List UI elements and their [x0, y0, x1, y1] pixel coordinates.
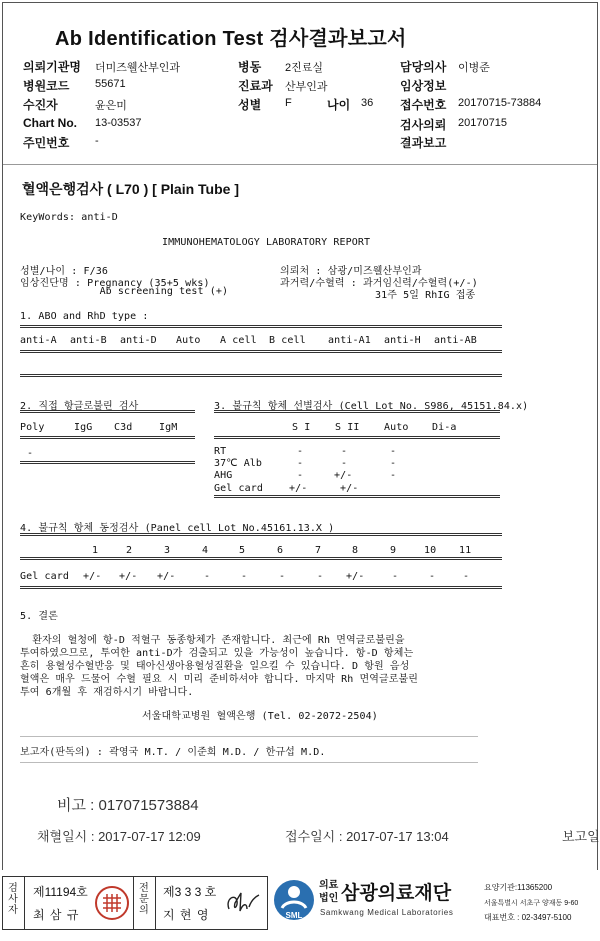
s3-title: 3. 불규칙 항체 선별검사 (Cell Lot No. S986, 45151.84.x)	[214, 401, 529, 412]
org-type-1: 의료	[319, 880, 339, 891]
specialist-signature-icon	[223, 887, 263, 917]
s3-h-s1: S I	[292, 422, 311, 433]
sex-label: 성별	[238, 98, 262, 112]
section-title: 혈액은행검사 ( L70 ) [ Plain Tube ]	[22, 181, 240, 197]
remark: 비고 : 017071573884	[57, 797, 199, 814]
s3-h-s2: S II	[335, 422, 360, 433]
panel-cell-number: 1	[92, 545, 99, 556]
conclusion-line-4: 혈액은 매우 드물어 수혈 필요 시 미리 준비하셔야 합니다. 마지막 Rh 면역글로불린	[20, 674, 419, 685]
hospital-code-label: 병원코드	[23, 79, 70, 93]
s2-value: -	[27, 448, 34, 459]
inspector-name: 최 삼 규	[33, 908, 80, 922]
sex-value: F	[285, 97, 292, 109]
s4-title: 4. 불규칙 항체 동정검사 (Panel cell Lot No.45161.13.X )	[20, 523, 335, 534]
doctor-value: 이병준	[458, 62, 490, 74]
conclusion-line-5: 투여 6개월 후 재검하시기 바랍니다.	[20, 687, 194, 698]
s3-row-ahg-auto: -	[390, 470, 397, 481]
conclusion-line-2: 투여하였으므로, 투여한 anti-D가 검출되고 있을 가능성이 높습니다. 항-D 항체는	[20, 648, 414, 659]
specialist-label: 전문의	[139, 883, 149, 916]
collect-datetime: 채혈일시 : 2017-07-17 12:09	[37, 829, 201, 844]
s1-bottom-rule	[20, 374, 502, 377]
s2-h-igg: IgG	[74, 422, 93, 433]
signature-box	[2, 876, 268, 930]
result-report-label: 결과보고	[400, 136, 447, 150]
panel-cell-number: 7	[315, 545, 322, 556]
org-type-2: 법인	[319, 893, 339, 904]
panel-cell-number: 3	[164, 545, 171, 556]
info-screening: Ab screening test (+)	[20, 286, 229, 297]
s1-h-anti-a1: anti-A1	[328, 335, 371, 346]
panel-cell-result: -	[317, 571, 324, 582]
info-requester: 의뢰처 : 삼광/미즈웰산부인과	[280, 266, 422, 277]
s3-mid-rule	[214, 436, 500, 439]
s3-row-ahg-label: AHG	[214, 470, 233, 481]
reporter: 보고자(판독의) : 곽영국 M.T. / 이준희 M.D. / 한규섭 M.D.	[20, 747, 326, 758]
rrn-value: -	[95, 135, 99, 147]
lab-report-title: IMMUNOHEMATOLOGY LABORATORY REPORT	[162, 237, 371, 248]
s2-title: 2. 직접 항글로불린 검사	[20, 401, 139, 412]
s3-top-rule	[214, 410, 500, 413]
s2-h-c3d: C3d	[114, 422, 133, 433]
panel-cell-result: +/-	[83, 571, 102, 582]
s5-title: 5. 결론	[20, 611, 58, 622]
ward-label: 병동	[238, 60, 262, 74]
s1-mid-rule	[20, 350, 502, 353]
patient-label: 수진자	[23, 98, 58, 112]
panel-cell-result: -	[204, 571, 211, 582]
inspector-license: 제11194호	[33, 885, 88, 899]
s2-h-igm: IgM	[159, 422, 178, 433]
s3-row-alb-auto: -	[390, 458, 397, 469]
conclusion-line-1: 환자의 혈청에 항-D 적혈구 동종항체가 존재합니다. 최근에 Rh 면역글로불린을	[20, 635, 405, 646]
s4-mid-rule	[20, 557, 502, 560]
panel-cell-result: +/-	[346, 571, 365, 582]
rrn-label: 주민번호	[23, 136, 70, 150]
s3-row-gel-s2: +/-	[340, 483, 359, 494]
org-license: 요양기관:11365200	[484, 883, 553, 892]
clinical-info-label: 임상정보	[400, 79, 447, 93]
receipt-no-label: 접수번호	[400, 98, 447, 112]
panel-cell-result: -	[241, 571, 248, 582]
s3-h-auto: Auto	[384, 422, 409, 433]
panel-cell-number: 11	[459, 545, 472, 556]
s4-bottom-rule	[20, 586, 502, 589]
doctor-label: 담당의사	[400, 60, 447, 74]
info-rhig: 31주 5일 RhIG 접종	[375, 290, 476, 301]
s1-h-auto: Auto	[176, 335, 201, 346]
panel-cell-number: 9	[390, 545, 397, 556]
age-value: 36	[361, 97, 374, 109]
specialist-license: 제3 3 3 호	[163, 885, 217, 899]
s1-h-anti-h: anti-H	[384, 335, 421, 346]
report-title: Ab Identification Test 검사결과보고서	[55, 28, 407, 50]
s2-h-poly: Poly	[20, 422, 45, 433]
reporter-top-rule	[20, 736, 478, 737]
panel-cell-number: 6	[277, 545, 284, 556]
panel-cell-number: 4	[202, 545, 209, 556]
panel-cell-result: +/-	[157, 571, 176, 582]
s3-row-rt-s1: -	[297, 446, 304, 457]
sml-logo-icon	[272, 878, 316, 922]
org-name: 삼광의료재단	[341, 883, 452, 904]
ward-value: 2진료실	[285, 62, 323, 74]
s3-row-alb-label: 37℃ Alb	[214, 458, 263, 469]
hospital-code-value: 55671	[95, 78, 126, 90]
panel-cell-number: 10	[424, 545, 437, 556]
panel-cell-number: 8	[352, 545, 359, 556]
s3-row-gel-s1: +/-	[289, 483, 308, 494]
inspector-seal-icon	[93, 884, 131, 922]
s4-row-label: Gel card	[20, 571, 69, 582]
s1-h-anti-d: anti-D	[120, 335, 157, 346]
org-phone: 대표번호 : 02-3497-5100	[484, 913, 572, 922]
s1-h-b-cell: B cell	[269, 335, 306, 346]
s1-h-anti-a: anti-A	[20, 335, 57, 346]
dept-label: 진료과	[238, 79, 273, 93]
org-english-name: Samkwang Medical Laboratories	[320, 908, 454, 917]
panel-cell-number: 5	[239, 545, 246, 556]
patient-value: 윤은미	[95, 100, 127, 112]
panel-cell-result: +/-	[119, 571, 138, 582]
panel-cell-result: -	[279, 571, 286, 582]
s3-h-dia: Di-a	[432, 422, 457, 433]
chart-no-value: 13-03537	[95, 117, 142, 129]
org-address: 서울특별시 서초구 양재동 9-60	[484, 900, 579, 907]
report-datetime-cut: 보고일	[562, 829, 600, 844]
info-sex-age: 성별/나이 : F/36	[20, 266, 109, 277]
panel-cell-result: -	[463, 571, 470, 582]
info-diagnosis: 임상진단명 : Pregnancy (35+5 wks)	[20, 278, 210, 289]
s2-bottom-rule	[20, 461, 195, 464]
s2-top-rule	[20, 410, 195, 413]
s1-h-a-cell: A cell	[220, 335, 257, 346]
age-label: 나이	[327, 98, 351, 112]
s1-h-anti-b: anti-B	[70, 335, 107, 346]
reporter-bottom-rule	[20, 762, 478, 763]
receipt-no-value: 20170715-73884	[458, 97, 542, 109]
conclusion-line-3: 흔히 용혈성수혈반응 및 태아신생아용혈성질환을 일으킬 수 있습니다. D 항원 음성	[20, 661, 410, 672]
request-label: 검사의뢰	[400, 118, 447, 132]
s2-mid-rule	[20, 436, 195, 439]
sml-badge-text: SML	[285, 911, 303, 920]
s3-row-alb-s2: -	[341, 458, 348, 469]
s3-row-ahg-s2: +/-	[334, 470, 353, 481]
s1-title: 1. ABO and RhD type :	[20, 311, 149, 322]
s3-row-rt-auto: -	[390, 446, 397, 457]
receipt-datetime: 접수일시 : 2017-07-17 13:04	[285, 829, 449, 844]
panel-cell-number: 2	[126, 545, 133, 556]
blood-bank-contact: 서울대학교병원 혈액은행 (Tel. 02-2072-2504)	[142, 711, 378, 722]
s3-bottom-rule	[214, 495, 500, 498]
s3-row-gel-label: Gel card	[214, 483, 263, 494]
institution-value: 더미즈웰산부인과	[95, 62, 181, 74]
inspector-label: 검사자	[8, 883, 18, 916]
s4-top-rule	[20, 533, 502, 536]
dept-value: 산부인과	[285, 81, 328, 93]
info-history: 과거력/수혈력 : 과거임신력/수혈력(+/-)	[280, 278, 478, 289]
s3-row-rt-label: RT	[214, 446, 227, 457]
s1-top-rule	[20, 325, 502, 328]
institution-label: 의뢰기관명	[23, 60, 81, 74]
header-divider	[3, 164, 597, 165]
s3-row-rt-s2: -	[341, 446, 348, 457]
s1-h-anti-ab: anti-AB	[434, 335, 477, 346]
panel-cell-result: -	[429, 571, 436, 582]
request-value: 20170715	[458, 117, 507, 129]
keywords: KeyWords: anti-D	[20, 212, 118, 223]
s3-row-alb-s1: -	[297, 458, 304, 469]
specialist-name: 지 현 영	[163, 908, 210, 922]
s3-row-ahg-s1: -	[297, 470, 304, 481]
chart-no-label: Chart No.	[23, 116, 77, 130]
panel-cell-result: -	[392, 571, 399, 582]
